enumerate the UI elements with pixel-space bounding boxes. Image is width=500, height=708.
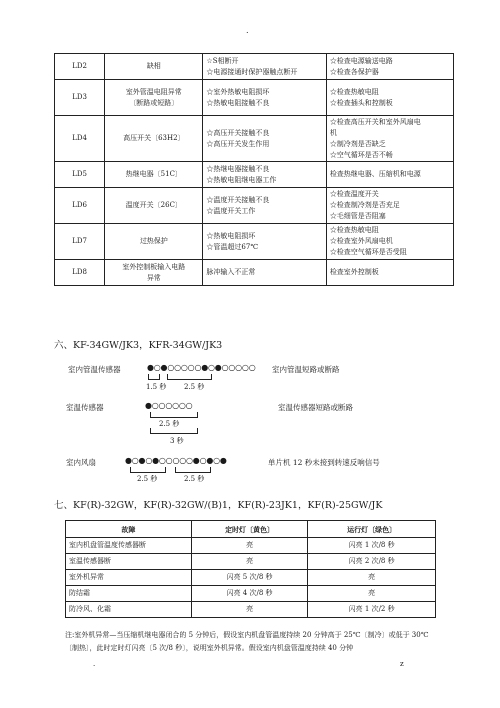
interval-time: 2.5 秒 [184, 383, 205, 391]
cell-check [326, 224, 453, 260]
cell-cause [203, 260, 326, 286]
cell-line: ☆制冷剂是否缺乏 [329, 139, 386, 148]
cell-check [326, 188, 453, 224]
footer-mark-left: . [93, 660, 96, 668]
room-temp-sensor-label: 室温传感器 [66, 403, 104, 412]
cell-line: ☆检查温度开关 [329, 190, 379, 198]
cell-timer-light: 亮 [191, 554, 307, 570]
cell-cause [203, 188, 326, 224]
table-row [55, 260, 454, 286]
cell-line: ☆检查热敏电阻 [329, 87, 379, 96]
interval-bracket [175, 467, 211, 473]
cell-fault [105, 260, 203, 286]
cell-fault: 室内机盘管温度传感器断 [66, 538, 192, 554]
cell-fault: 防结霜 [66, 586, 192, 602]
table-row [55, 116, 454, 162]
cell-fault [105, 224, 203, 260]
cell-line: ☆检查电源输送电路 [329, 56, 393, 65]
cell-line: ☆检查室外风扇电机 [329, 237, 393, 245]
footer-mark-right: z [400, 660, 404, 668]
cell-fault: 防冷风、化霜 [66, 602, 192, 618]
cell-timer-light: 闪亮 4 次/8 秒 [191, 586, 307, 602]
cell-line: ☆检查制冷剂是否充足 [329, 201, 400, 209]
cell-cause [203, 116, 326, 162]
cell-timer-light: 亮 [191, 538, 307, 554]
indoor-fan-meaning: 单片机 12 秒未接到转速反响信号 [268, 458, 380, 467]
table-row [66, 554, 436, 570]
cell-code: LD3 [55, 80, 105, 116]
cell-line: 机 [329, 128, 337, 137]
cell-line: 温度开关〔26C〕 [125, 201, 182, 209]
cell-line: 异常 [146, 273, 161, 282]
cell-check [326, 116, 453, 162]
cell-fault [105, 116, 203, 162]
fault-code-table [54, 53, 454, 286]
cell-line: ☆检查插头和控制板 [329, 98, 393, 107]
table-row [66, 586, 436, 602]
cell-code: LD5 [55, 162, 105, 188]
cell-run-light: 亮 [308, 570, 436, 586]
cell-cause [203, 54, 326, 80]
cell-code: LD6 [55, 188, 105, 224]
interval-time: 3 秒 [170, 437, 184, 445]
cell-line: ☆热敏电阻接触不良 [206, 98, 270, 107]
cell-fault [105, 54, 203, 80]
interval-bracket [150, 412, 198, 418]
table-row [66, 570, 436, 586]
page-mark: . [246, 26, 249, 35]
cell-line: ☆空气循环是否不畅 [329, 150, 393, 159]
cell-line: ☆高压开关发生作用 [206, 139, 270, 148]
cell-line: ☆S相断开 [206, 56, 239, 65]
interval-time: 2.5 秒 [137, 475, 158, 483]
cell-line: 过热保护 [139, 237, 168, 245]
cell-fault [105, 80, 203, 116]
cell-cause [203, 162, 326, 188]
interval-time: 2.5 秒 [159, 420, 180, 428]
cell-line: 缺相 [146, 62, 161, 70]
cell-line: ☆检查热敏电阻 [329, 226, 379, 234]
cell-check [326, 54, 453, 80]
cell-fault: 室温传感器断 [66, 554, 192, 570]
cell-cause [203, 80, 326, 116]
table-row [55, 54, 454, 80]
cell-run-light: 亮 [308, 586, 436, 602]
room-temp-sensor-sequence: ●○○○○○○ [145, 401, 193, 410]
cell-fault: 室外机异常 [66, 570, 192, 586]
interval-bracket [167, 374, 212, 380]
note-text: 注:室外机异常—当压缩机继电器闭合的 5 分钟后，假设室内机盘管温度持续 20 分钟高于 25℃〔制冷〕或低于 30℃〔制热〕，此时定时灯闪亮〔5 次/8 秒〕，说明室外机异常。假设室内机盘管温度持续 40 分钟 [65, 631, 429, 652]
cell-line: ☆检查空气循环是否受阻 [329, 248, 407, 256]
cell-line: ☆高压开关接触不良 [206, 128, 270, 137]
table-row [55, 188, 454, 224]
cell-line: ☆管温超过67℃ [206, 242, 259, 251]
cell-line: ☆电源接通时保护器触点断开 [206, 67, 298, 76]
cell-line: ☆检查高压开关和室外风扇电 [329, 117, 421, 126]
interval-bracket [130, 467, 166, 473]
cell-code: LD2 [55, 54, 105, 80]
cell-line: ☆检查各保护器 [329, 67, 379, 76]
cell-line: 室外管温电阻异常 [125, 87, 182, 96]
cell-check [326, 80, 453, 116]
header-timer-light: 定时灯〔黄色〕 [191, 521, 307, 538]
table-row [55, 162, 454, 188]
cell-timer-light: 闪亮 5 次/8 秒 [191, 570, 307, 586]
cell-line: ☆热继电器接触不良 [206, 164, 270, 173]
interval-bracket [150, 428, 198, 434]
cell-line: ☆温度开关工作 [206, 206, 256, 215]
indicator-table [65, 520, 436, 618]
cell-line: ☆热敏电阻继电器工作 [206, 175, 277, 184]
cell-cause [203, 224, 326, 260]
cell-line: ☆毛细管是否阻塞 [329, 212, 386, 220]
section-6-title: 六、KF-34GW/JK3，KFR-34GW/JK3 [54, 340, 223, 351]
table-row [66, 602, 436, 618]
section-7-title: 七、KF(R)-32GW，KF(R)-32GW/(B)1，KF(R)-23JK1，KF(R)-25GW/JK [54, 500, 383, 511]
cell-fault [105, 162, 203, 188]
indoor-fan-label: 室内风扇 [66, 458, 96, 467]
cell-line: 〔断路或短路〕 [129, 98, 179, 107]
room-temp-sensor-meaning: 室温传感器短路或断路 [278, 403, 353, 412]
cell-check [326, 162, 453, 188]
cell-line: ☆室外热敏电阻损坏 [206, 87, 270, 96]
header-run-light: 运行灯〔绿色〕 [308, 521, 436, 538]
cell-code: LD8 [55, 260, 105, 286]
table-row [55, 224, 454, 260]
interval-time: 1.5 秒 [146, 383, 167, 391]
cell-line: 热继电器〔51C〕 [125, 170, 182, 178]
cell-code: LD4 [55, 116, 105, 162]
cell-line: ☆温度开关接触不良 [206, 195, 270, 204]
cell-line: 脉冲输入不正常 [206, 268, 256, 276]
cell-run-light: 闪亮 1 次/8 秒 [308, 538, 436, 554]
table-row [66, 538, 436, 554]
interval-bracket [148, 374, 160, 380]
indoor-pipe-sensor-sequence: ●○●○○○○○●○●○○○○○ [147, 363, 256, 372]
cell-run-light: 闪亮 1 次/2 秒 [308, 602, 436, 618]
indoor-fan-sequence: ●○●○●○○○○○●○●○● [125, 456, 227, 465]
cell-line: 检查热继电器、压缩机和电源 [329, 170, 421, 178]
cell-fault [105, 188, 203, 224]
table-row [55, 80, 454, 116]
interval-time: 2.5 秒 [184, 475, 205, 483]
cell-timer-light: 亮 [191, 602, 307, 618]
cell-check [326, 260, 453, 286]
cell-line: 高压开关〔63H2〕 [123, 134, 185, 142]
cell-line: ☆热敏电阻损坏 [206, 231, 256, 240]
indoor-pipe-sensor-meaning: 室内管温短路或断路 [272, 365, 340, 374]
cell-code: LD7 [55, 224, 105, 260]
cell-line: 检查室外控制板 [329, 268, 379, 276]
header-fault: 故障 [66, 521, 192, 538]
indoor-pipe-sensor-label: 室内管温传感器 [68, 365, 121, 374]
cell-run-light: 闪亮 2 次/8 秒 [308, 554, 436, 570]
cell-line: 室外控制板输入电路 [122, 262, 186, 271]
